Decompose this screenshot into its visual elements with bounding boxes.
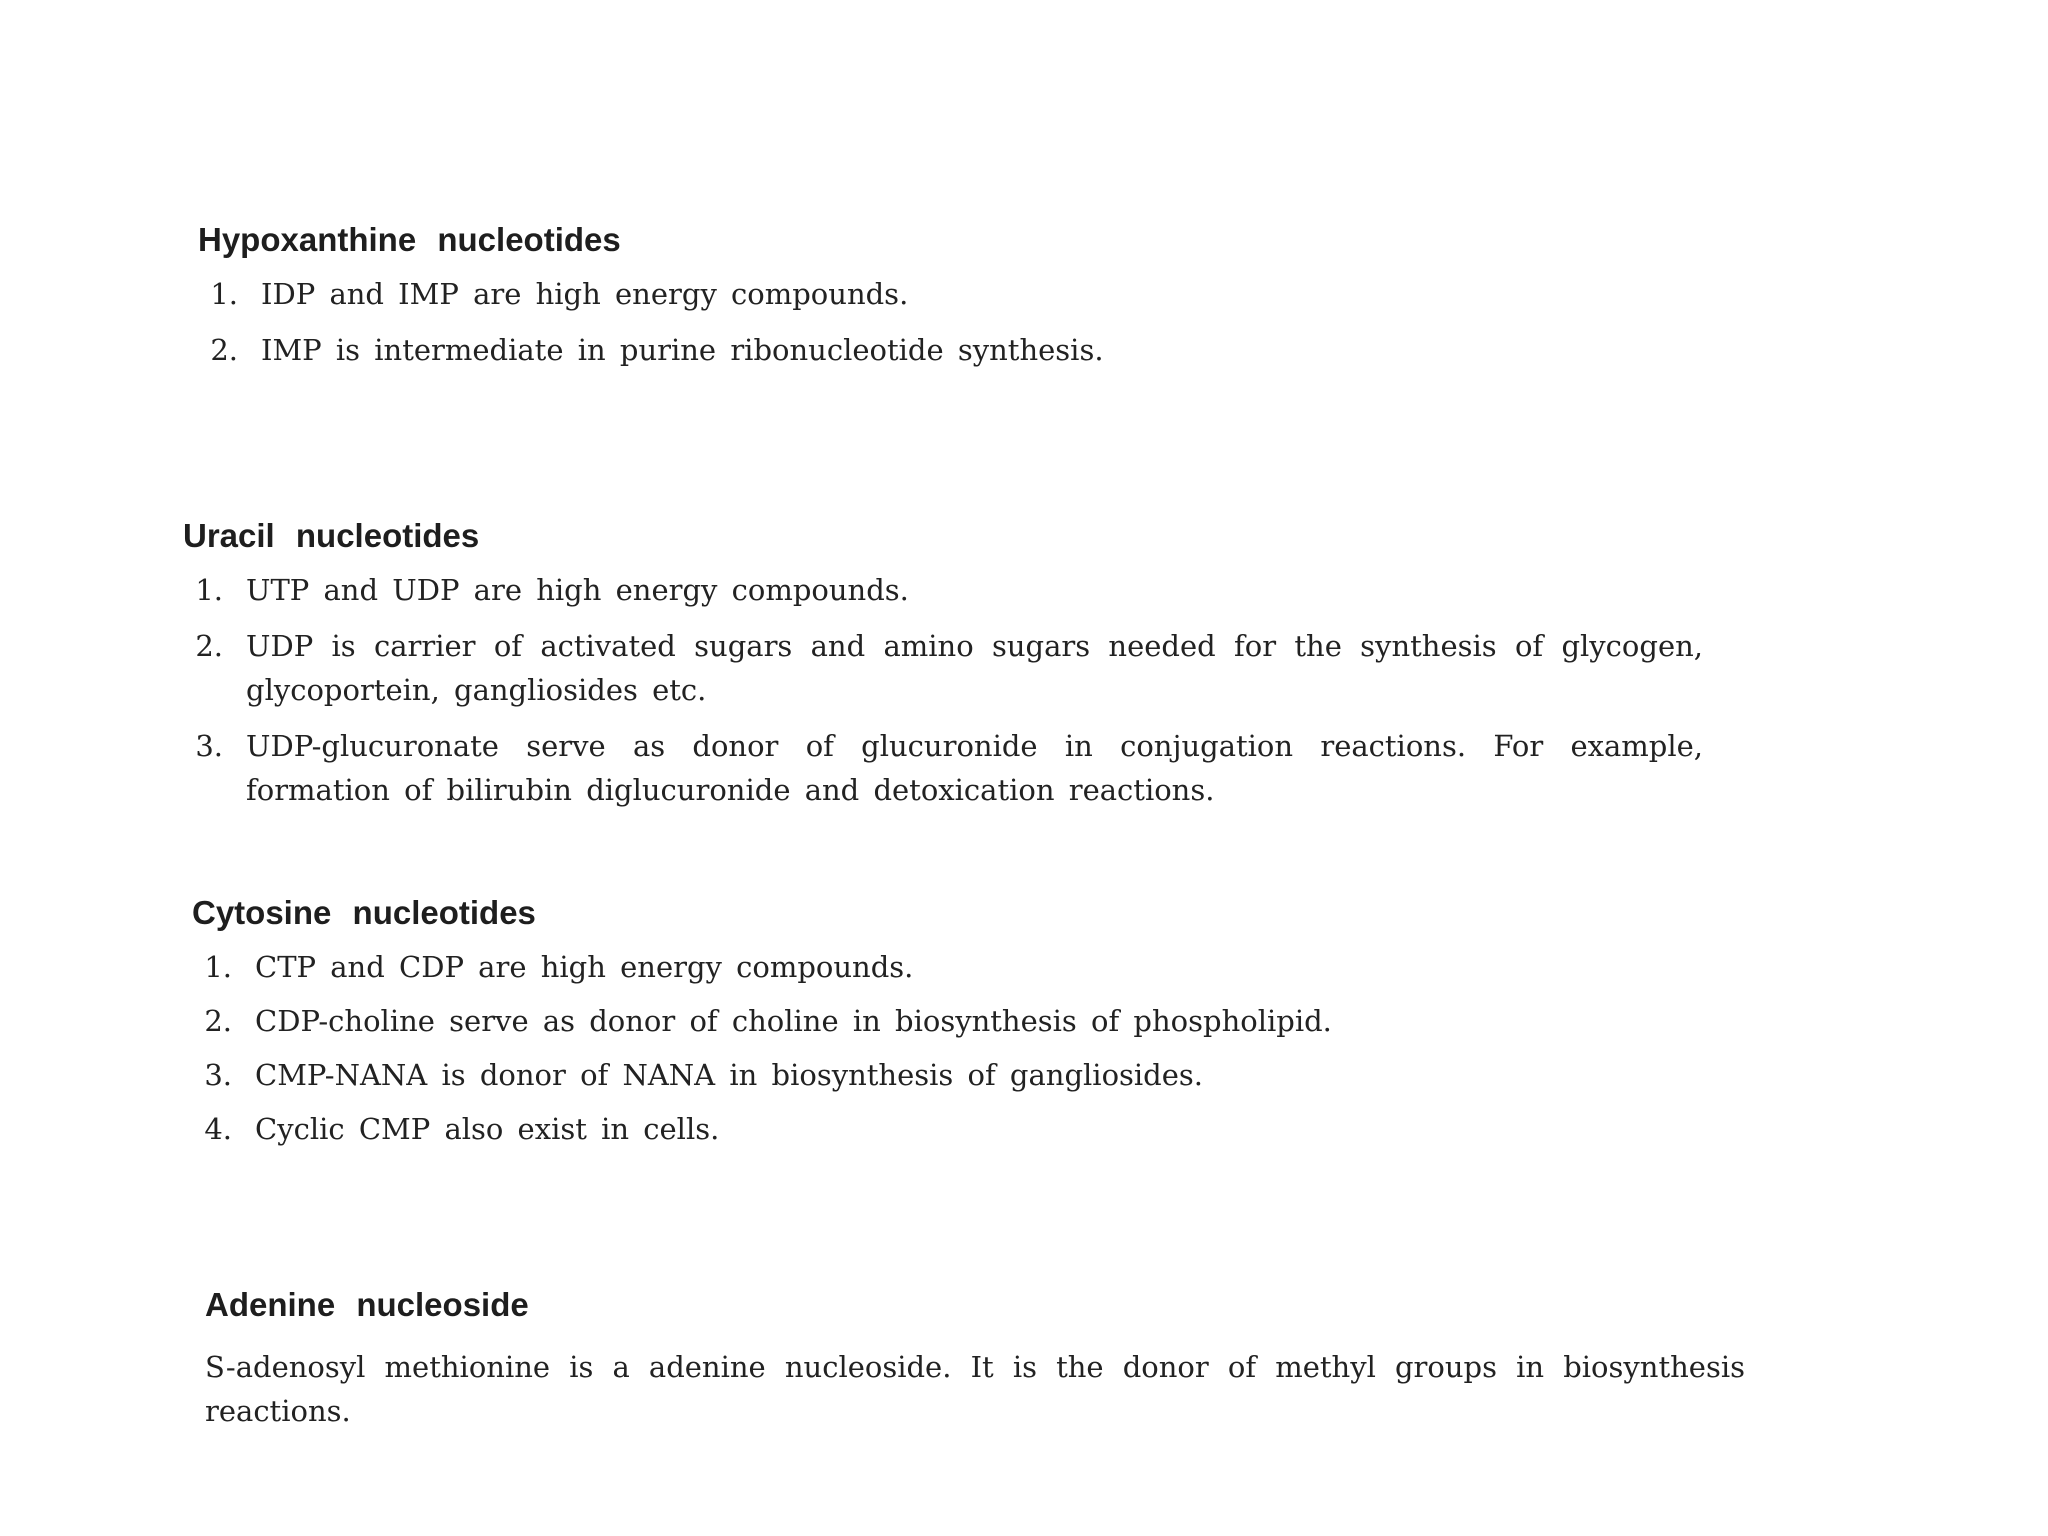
list-item-number: 1.: [204, 950, 232, 984]
numbered-list: [198, 272, 1698, 372]
section-uracil-nucleotides: [183, 516, 1703, 824]
list-item-number: 2.: [204, 1004, 232, 1038]
list-item-text: UDP-glucuronate serve as donor of glucuronide in conjugation reactions. For example, formation of bilirubin diglucuronide and detoxication reactions.: [246, 729, 1703, 807]
list-item: [192, 1107, 1712, 1151]
list-item: [198, 328, 1698, 372]
section-heading: Uracil nucleotides: [183, 517, 480, 554]
numbered-list: [183, 568, 1703, 812]
list-item-number: 2.: [195, 629, 223, 663]
section-heading: Adenine nucleoside: [205, 1286, 529, 1323]
list-item-number: 2.: [210, 333, 238, 367]
numbered-list: [192, 945, 1712, 1151]
section-heading: Hypoxanthine nucleotides: [198, 221, 621, 258]
list-item: [183, 724, 1703, 812]
section-adenine-nucleoside: [205, 1285, 1745, 1433]
list-item: [183, 568, 1703, 612]
list-item: [183, 624, 1703, 712]
list-item-text: CTP and CDP are high energy compounds.: [255, 950, 914, 984]
list-item-text: CDP-choline serve as donor of choline in biosynthesis of phospholipid.: [255, 1004, 1332, 1038]
list-item-number: 3.: [204, 1058, 232, 1092]
list-item: [192, 945, 1712, 989]
list-item-text: UDP is carrier of activated sugars and amino sugars needed for the synthesis of glycogen, glycoportein, gangliosides etc.: [246, 629, 1703, 707]
list-item-text: IDP and IMP are high energy compounds.: [261, 277, 909, 311]
list-item-text: UTP and UDP are high energy compounds.: [246, 573, 909, 607]
list-item: [198, 272, 1698, 316]
section-hypoxanthine-nucleotides: [198, 220, 1698, 384]
section-heading: Cytosine nucleotides: [192, 894, 536, 931]
paragraph: S-adenosyl methionine is a adenine nucleoside. It is the donor of methyl groups in biosynthesis reactions.: [205, 1350, 1745, 1428]
list-item-number: 4.: [204, 1112, 232, 1146]
list-item-number: 3.: [195, 729, 223, 763]
list-item: [192, 1053, 1712, 1097]
list-item-number: 1.: [210, 277, 238, 311]
list-item: [192, 999, 1712, 1043]
list-item-number: 1.: [195, 573, 223, 607]
list-item-text: IMP is intermediate in purine ribonucleotide synthesis.: [261, 333, 1104, 367]
list-item-text: Cyclic CMP also exist in cells.: [255, 1112, 720, 1146]
section-cytosine-nucleotides: [192, 893, 1712, 1161]
list-item-text: CMP-NANA is donor of NANA in biosynthesis of gangliosides.: [255, 1058, 1204, 1092]
